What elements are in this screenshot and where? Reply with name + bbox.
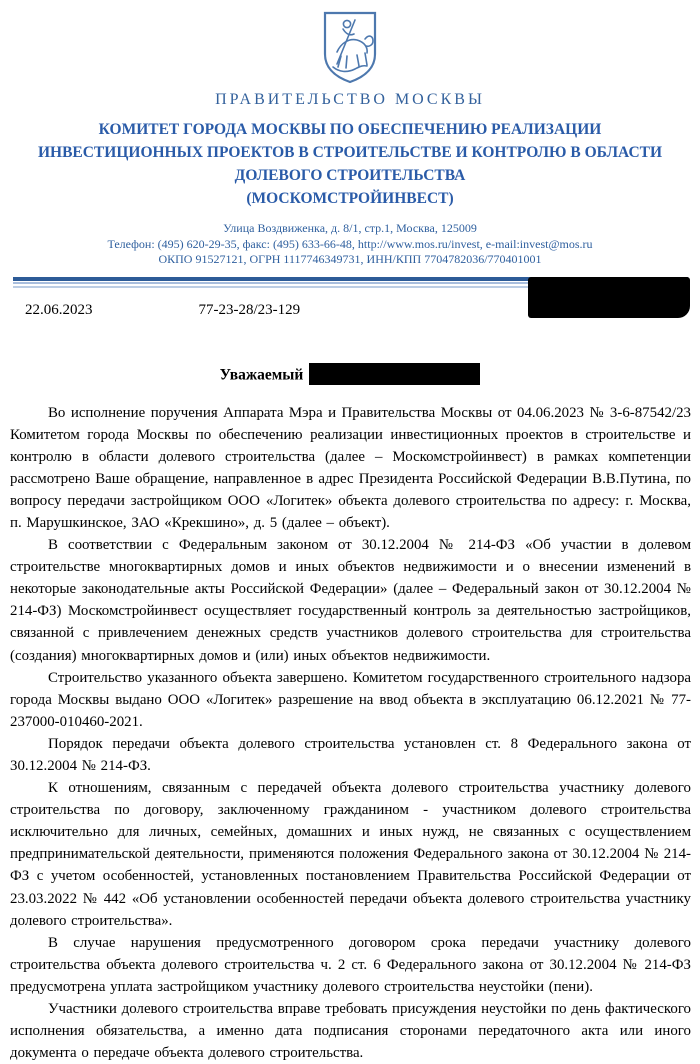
body-paragraph: Порядок передачи объекта долевого строительства установлен ст. 8 Федерального закона от 30.12.2004 № 214-ФЗ. — [10, 733, 691, 777]
letterhead — [0, 0, 700, 268]
body-paragraph: В случае нарушения предусмотренного договором срока передачи участнику долевого строительства объекта долевого строительства ч. 2 ст. 6 Федерального закона от 30.12.2004 № 214-ФЗ предусмотрена уплата застройщиком участнику долевого строительства неустойки (пени). — [10, 932, 691, 998]
redacted-recipient-block — [528, 277, 690, 318]
phone-fax-web-email-line: Телефон: (495) 620-29-35, факс: (495) 633-66-48, http://www.mos.ru/invest, e-mail:invest@mos.ru — [0, 237, 700, 253]
body-paragraph: В соответствии с Федеральным законом от 30.12.2004 № 214-ФЗ «Об участии в долевом строительстве многоквартирных домов и иных объектов недвижимости и о внесении изменений в некоторые законодательные акты Российской Федерации» (далее – Федеральный закон от 30.12.2004 № 214-ФЗ) Москомстройинвест осуществляет государственный контроль за деятельностью застройщиков, связанной с привлечением денежных средств участников долевого строительства для строительства (создания) многоквартирных домов и (или) иных объектов недвижимости. — [10, 534, 691, 667]
postal-address: Улица Воздвиженка, д. 8/1, стр.1, Москва, 125009 — [0, 221, 700, 237]
committee-name-main: КОМИТЕТ ГОРОДА МОСКВЫ ПО ОБЕСПЕЧЕНИЮ РЕАЛИЗАЦИИ ИНВЕСТИЦИОННЫХ ПРОЕКТОВ В СТРОИТЕЛЬСТВЕ И КОНТРОЛЮ В ОБЛАСТИ ДОЛЕВОГО СТРОИТЕЛЬСТВА — [23, 118, 678, 187]
committee-name — [23, 118, 678, 210]
body-paragraph: Строительство указанного объекта завершено. Комитетом государственного строительного надзора города Москвы выдано ООО «Логитек» разрешение на ввод объекта в эксплуатацию 06.12.2021 № 77-237000-010460-2021. — [10, 667, 691, 733]
letterhead-contacts — [0, 221, 700, 268]
letter-number: 77-23-28/23-129 — [199, 302, 301, 319]
committee-name-short: (МОСКОМСТРОЙИНВЕСТ) — [23, 187, 678, 210]
registry-codes: ОКПО 91527121, ОГРН 1117746349731, ИНН/КПП 7704782036/770401001 — [0, 252, 700, 268]
letter-body — [10, 402, 691, 1064]
salutation-line — [0, 365, 700, 387]
body-paragraph: К отношениям, связанным с передачей объекта долевого строительства участнику долевого строительства по договору, заключенному гражданином - участником долевого строительства исключительно для личных, семейных, домашних и иных нужд, не связанных с осуществлением предпринимательской деятельности, применяются положения Федерального закона от 30.12.2004 № 214-ФЗ с учетом особенностей, установленных постановлением Правительства Российской Федерации от 23.03.2022 № 442 «Об установлении особенностей передачи объекта долевого строительства участнику долевого строительства». — [10, 777, 691, 932]
government-title: ПРАВИТЕЛЬСТВО МОСКВЫ — [0, 91, 700, 109]
moscow-coat-of-arms-icon — [321, 10, 379, 86]
salutation-prefix: Уважаемый — [220, 366, 304, 383]
body-paragraph: Участники долевого строительства вправе требовать присуждения неустойки по день фактического исполнения обязательства, а именно дата подписания сторонами передаточного акта или иного документа о передаче объекта долевого строительства. — [10, 998, 691, 1064]
redacted-recipient-name — [309, 363, 480, 385]
letter-date: 22.06.2023 — [25, 302, 93, 319]
body-paragraph: Во исполнение поручения Аппарата Мэра и Правительства Москвы от 04.06.2023 № 3-6-87542/23 Комитетом города Москвы по обеспечению реализации инвестиционных проектов в строительстве и контролю в области долевого строительства (далее – Москомстройинвест) в рамках компетенции рассмотрено Ваше обращение, направленное в адрес Президента Российской Федерации В.В.Путина, по вопросу передачи застройщиком ООО «Логитек» объекта долевого строительства по адресу: г. Москва, п. Марушкинское, ЗАО «Крекшино», д. 5 (далее – объект). — [10, 402, 691, 535]
